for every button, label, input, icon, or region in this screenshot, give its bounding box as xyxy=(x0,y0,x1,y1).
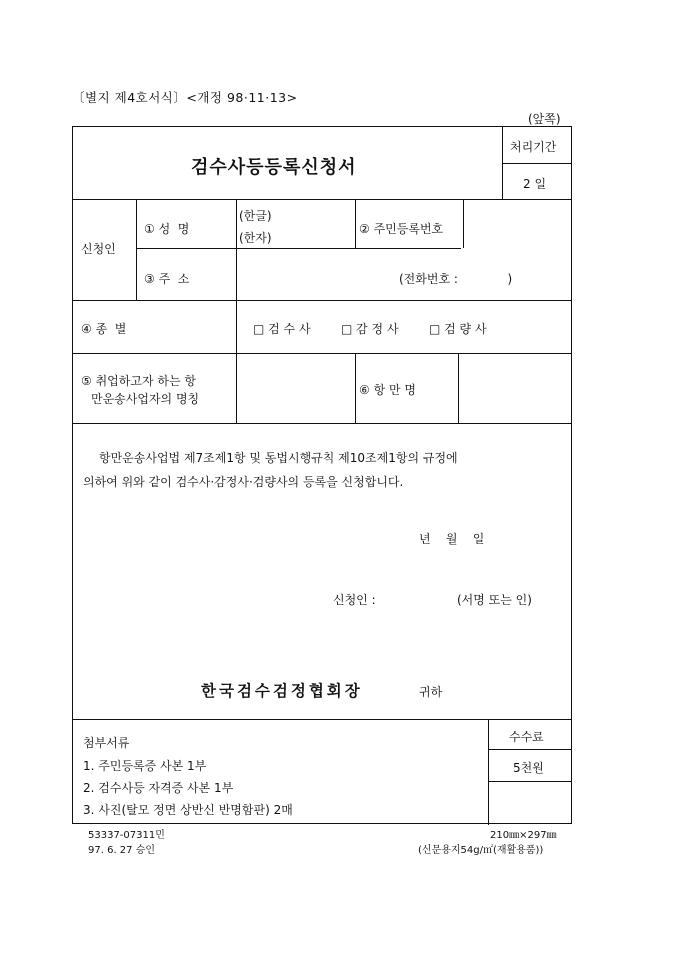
divider xyxy=(355,353,356,423)
divider xyxy=(136,248,461,249)
reg-number-field[interactable] xyxy=(465,207,569,247)
divider xyxy=(73,300,571,301)
type-label: ④ 종 별 xyxy=(81,322,127,336)
divider xyxy=(73,423,571,424)
footer-code: 53337-07311민 xyxy=(88,830,165,841)
port-name-label: ⑥ 항 만 명 xyxy=(359,383,416,397)
footer-paper: (신문용지54g/㎡(재활용품)) xyxy=(418,845,544,856)
divider xyxy=(136,199,137,300)
address-label: ③ 주 소 xyxy=(144,272,190,286)
divider xyxy=(73,719,571,720)
attachment-item: 3. 사진(탈모 정면 상반신 반명함판) 2매 xyxy=(83,803,293,817)
attachment-item: 1. 주민등록증 사본 1부 xyxy=(83,759,207,773)
name-label: ① 성 명 xyxy=(144,222,190,236)
employer-label-line1: ⑤ 취업하고자 하는 항 xyxy=(81,374,196,388)
application-form xyxy=(72,126,572,824)
statement-line1: 항만운송사업법 제7조제1항 및 동법시행규칙 제10조제1항의 규정에 xyxy=(99,451,458,465)
date-field[interactable]: 년 월 일 xyxy=(419,532,485,546)
processing-period-value: 2 일 xyxy=(523,177,547,191)
divider xyxy=(355,199,356,248)
divider xyxy=(488,781,571,782)
statement-line2: 의하여 위와 같이 검수사·감정사·검량사의 등록을 신청합니다. xyxy=(83,475,404,489)
name-hangul-field[interactable]: (한글) xyxy=(239,209,272,223)
divider xyxy=(458,353,459,423)
recipient-suffix: 귀하 xyxy=(419,685,443,699)
processing-period-label: 처리기간 xyxy=(510,140,557,154)
page-side-label: (앞쪽) xyxy=(528,112,561,126)
checkbox-appraiser[interactable]: □ 감 정 사 xyxy=(341,322,399,336)
applicant-section-label: 신청인 xyxy=(81,242,116,256)
divider xyxy=(236,199,237,423)
checkbox-inspector[interactable]: □ 검 수 사 xyxy=(253,322,311,336)
divider xyxy=(73,353,571,354)
form-number: 〔별지 제4호서식〕<개정 98·11·13> xyxy=(72,90,298,105)
footer-approval: 97. 6. 27 승인 xyxy=(88,845,156,856)
divider xyxy=(463,199,464,248)
recipient: 한국검수검정협회장 xyxy=(201,681,363,700)
divider xyxy=(488,719,489,825)
attachments-label: 첨부서류 xyxy=(83,736,130,750)
employer-label-line2: 만운송사업자의 명칭 xyxy=(91,392,200,406)
fee-label: 수수료 xyxy=(509,730,544,744)
phone-field[interactable]: (전화번호 : ) xyxy=(399,272,513,286)
signature-field[interactable]: (서명 또는 인) xyxy=(457,593,532,607)
footer-size: 210㎜×297㎜ xyxy=(490,830,557,841)
attachment-item: 2. 검수사등 자격증 사본 1부 xyxy=(83,781,234,795)
form-title: 검수사등등록신청서 xyxy=(191,157,357,178)
divider xyxy=(502,163,571,164)
name-hanja-field[interactable]: (한자) xyxy=(239,231,272,245)
divider xyxy=(488,749,571,750)
checkbox-weigher[interactable]: □ 검 량 사 xyxy=(429,322,487,336)
fee-value: 5천원 xyxy=(513,761,544,775)
reg-number-label: ② 주민등록번호 xyxy=(359,222,444,236)
applicant-sign-label: 신청인 : xyxy=(333,593,376,607)
divider xyxy=(73,199,571,200)
